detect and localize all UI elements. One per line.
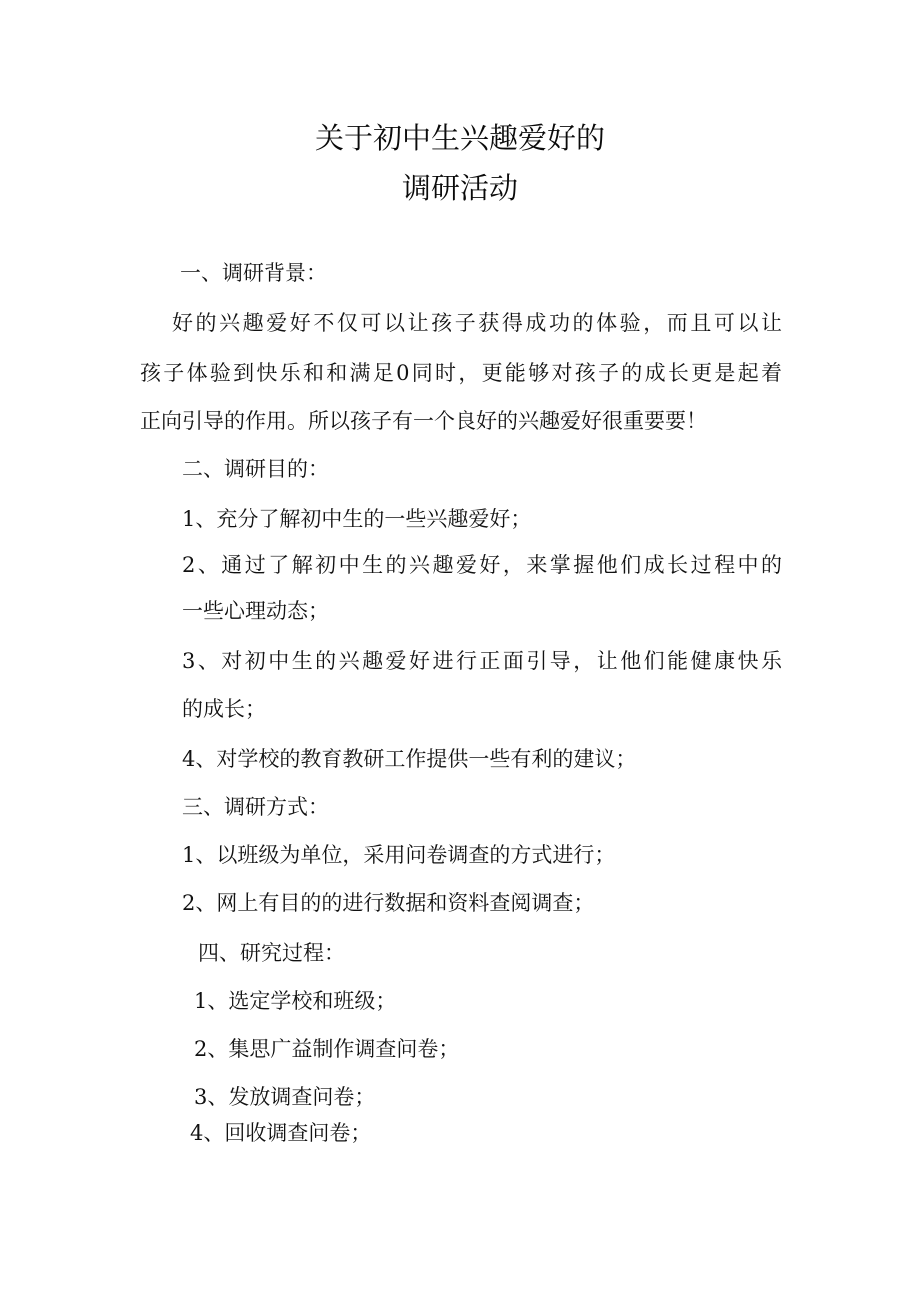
section-heading-process: 四、研究过程： xyxy=(198,941,345,965)
list-item-continuation: 一些心理动态； xyxy=(182,599,329,623)
list-item-continuation: 的成长； xyxy=(182,697,266,721)
list-item: 3、发放调查问卷； xyxy=(194,1085,376,1109)
list-item: 2、网上有目的的进行数据和资料查阅调查； xyxy=(182,891,595,915)
section-heading-purpose: 二、调研目的： xyxy=(182,457,329,481)
list-item: 2、集思广益制作调查问卷； xyxy=(194,1037,460,1061)
document-title-line-1: 关于初中生兴趣爱好的 xyxy=(314,121,605,155)
paragraph-line: 正向引导的作用。所以孩子有一个良好的兴趣爱好很重要要！ xyxy=(140,409,707,433)
list-item: 2、通过了解初中生的兴趣爱好，来掌握他们成长过程中的 xyxy=(182,553,782,577)
list-item: 1、充分了解初中生的一些兴趣爱好； xyxy=(182,507,532,531)
section-heading-method: 三、调研方式： xyxy=(182,795,329,819)
document-title-line-2: 调研活动 xyxy=(401,171,518,205)
paragraph-line: 好的兴趣爱好不仅可以让孩子获得成功的体验，而且可以让 xyxy=(172,311,782,335)
paragraph-line: 孩子体验到快乐和和满足0同时，更能够对孩子的成长更是起着 xyxy=(140,361,782,385)
list-item: 3、对初中生的兴趣爱好进行正面引导，让他们能健康快乐 xyxy=(182,649,782,673)
list-item: 4、对学校的教育教研工作提供一些有利的建议； xyxy=(182,747,637,771)
list-item: 1、选定学校和班级； xyxy=(194,989,397,1013)
list-item: 1、以班级为单位，采用问卷调查的方式进行； xyxy=(182,843,616,867)
list-item: 4、回收调查问卷； xyxy=(190,1121,372,1145)
section-heading-background: 一、调研背景： xyxy=(180,261,327,285)
